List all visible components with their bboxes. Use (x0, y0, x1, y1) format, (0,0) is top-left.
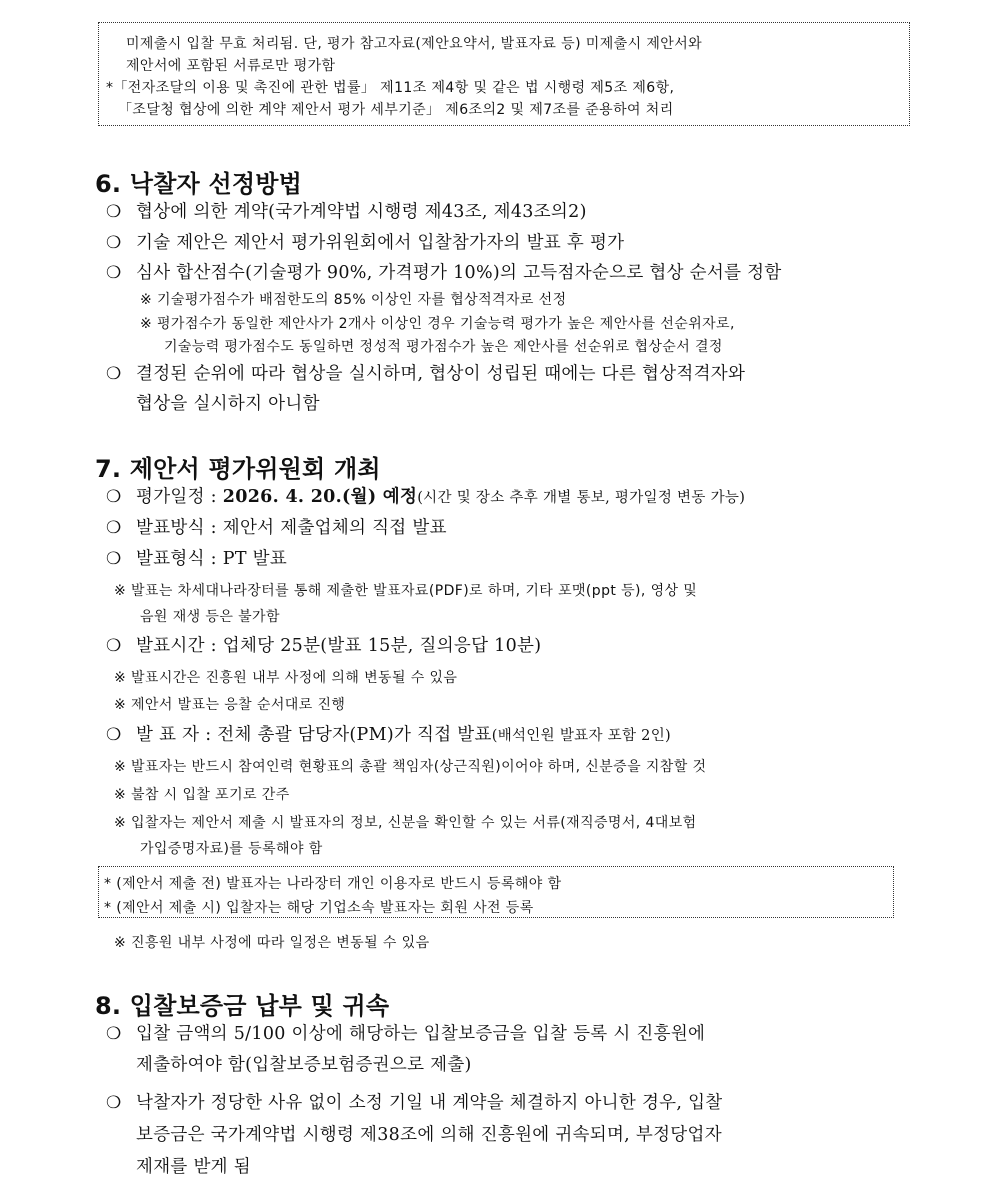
note-line: ※ 불참 시 입찰 포기로 간주 (114, 787, 290, 803)
note-line: ※ 입찰자는 제안서 제출 시 발표자의 정보, 신분을 확인할 수 있는 서류(재직증명서, 4대보험 (114, 815, 697, 831)
note-line: 「조달청 협상에 의한 계약 제안서 평가 세부기준」 제6조의2 및 제7조를 준용하여 처리 (118, 102, 674, 118)
item-text: 보증금은 국가계약법 시행령 제38조에 의해 진흥원에 귀속되며, 부정당업자 (136, 1125, 722, 1145)
note-line: * (제안서 제출 전) 발표자는 나라장터 개인 이용자로 반드시 등록해야 함 (104, 876, 562, 892)
item-text: 입찰 금액의 5/100 이상에 해당하는 입찰보증금을 입찰 등록 시 진흥원에 (136, 1024, 706, 1044)
schedule-label: 평가일정 : (136, 487, 223, 507)
item-text: 심사 합산점수(기술평가 90%, 가격평가 10%)의 고득점자순으로 협상 순서를 정함 (136, 263, 782, 283)
item-text: 협상에 의한 계약(국가계약법 시행령 제43조, 제43조의2) (136, 202, 587, 222)
item-text: 제출하여야 함(입찰보증보험증권으로 제출) (136, 1055, 472, 1075)
item-text: 발표형식 : PT 발표 (136, 549, 288, 569)
circle-bullet-icon: ❍ (106, 1024, 122, 1044)
list-item (106, 514, 447, 539)
note-line: ※ 발표자는 반드시 참여인력 현황표의 총괄 책임자(상근직원)이어야 하며, 신분증을 지참할 것 (114, 759, 707, 775)
note-line: ※ 진흥원 내부 사정에 따라 일정은 변동될 수 있음 (114, 935, 430, 951)
list-item (106, 259, 782, 284)
note-line: 기술능력 평가점수도 동일하면 정성적 평가점수가 높은 제안사를 선순위로 협상순서 결정 (164, 339, 723, 355)
note-line: 가입증명자료)를 등록해야 함 (140, 841, 323, 857)
item-text: 협상을 실시하지 아니함 (136, 394, 320, 414)
section-heading: 8. 입찰보증금 납부 및 귀속 (95, 992, 390, 1020)
circle-bullet-icon: ❍ (106, 487, 122, 507)
list-item (106, 483, 745, 508)
circle-bullet-icon: ❍ (106, 549, 122, 569)
schedule-note: (시간 및 장소 추후 개별 통보, 평가일정 변동 가능) (417, 490, 746, 506)
circle-bullet-icon: ❍ (106, 1093, 122, 1113)
item-text: 발 표 자 : 전체 총괄 담당자(PM)가 직접 발표 (136, 725, 492, 745)
note-line: 제안서에 포함된 서류로만 평가함 (126, 58, 336, 74)
list-item (106, 545, 287, 570)
circle-bullet-icon: ❍ (106, 202, 122, 222)
item-text: 발표시간 : 업체당 25분(발표 15분, 질의응답 10분) (136, 636, 542, 656)
note-line: *「전자조달의 이용 및 촉진에 관한 법률」 제11조 제4항 및 같은 법 시행령 제5조 제6항, (106, 80, 675, 96)
circle-bullet-icon: ❍ (106, 725, 122, 745)
list-item (106, 1089, 723, 1114)
circle-bullet-icon: ❍ (106, 518, 122, 538)
presenter-note: (배석인원 발표자 포함 2인) (491, 728, 671, 744)
item-text: 결정된 순위에 따라 협상을 실시하며, 협상이 성립된 때에는 다른 협상적격자와 (136, 364, 746, 384)
note-line: ※ 발표시간은 진흥원 내부 사정에 의해 변동될 수 있음 (114, 670, 458, 686)
note-line: ※ 기술평가점수가 배점한도의 85% 이상인 자를 협상적격자로 선정 (140, 292, 567, 308)
section-heading: 7. 제안서 평가위원회 개최 (95, 455, 381, 483)
item-text: 기술 제안은 제안서 평가위원회에서 입찰참가자의 발표 후 평가 (136, 233, 625, 253)
note-line: ※ 제안서 발표는 응찰 순서대로 진행 (114, 697, 346, 713)
item-text: 낙찰자가 정당한 사유 없이 소정 기일 내 계약을 체결하지 아니한 경우, 입찰 (136, 1093, 723, 1113)
schedule-date: 2026. 4. 20.(월) 예정 (222, 487, 418, 507)
list-item (106, 229, 624, 254)
list-item (106, 1020, 705, 1045)
note-line: 음원 재생 등은 불가함 (140, 609, 280, 625)
item-text: 제재를 받게 됨 (136, 1157, 251, 1177)
section-heading: 6. 낙찰자 선정방법 (95, 170, 303, 198)
circle-bullet-icon: ❍ (106, 263, 122, 283)
list-item (106, 632, 541, 657)
circle-bullet-icon: ❍ (106, 233, 122, 253)
list-item (106, 721, 671, 746)
circle-bullet-icon: ❍ (106, 636, 122, 656)
note-line: ※ 평가점수가 동일한 제안사가 2개사 이상인 경우 기술능력 평가가 높은 제안사를 선순위자로, (140, 316, 735, 332)
item-text: 발표방식 : 제안서 제출업체의 직접 발표 (136, 518, 447, 538)
list-item (106, 360, 745, 385)
note-line: * (제안서 제출 시) 입찰자는 해당 기업소속 발표자는 회원 사전 등록 (104, 900, 534, 916)
circle-bullet-icon: ❍ (106, 364, 122, 384)
note-line: ※ 발표는 차세대나라장터를 통해 제출한 발표자료(PDF)로 하며, 기타 포맷(ppt 등), 영상 및 (114, 583, 698, 599)
note-line: 미제출시 입찰 무효 처리됨. 단, 평가 참고자료(제안요약서, 발표자료 등) 미제출시 제안서와 (126, 36, 703, 52)
list-item (106, 198, 587, 223)
